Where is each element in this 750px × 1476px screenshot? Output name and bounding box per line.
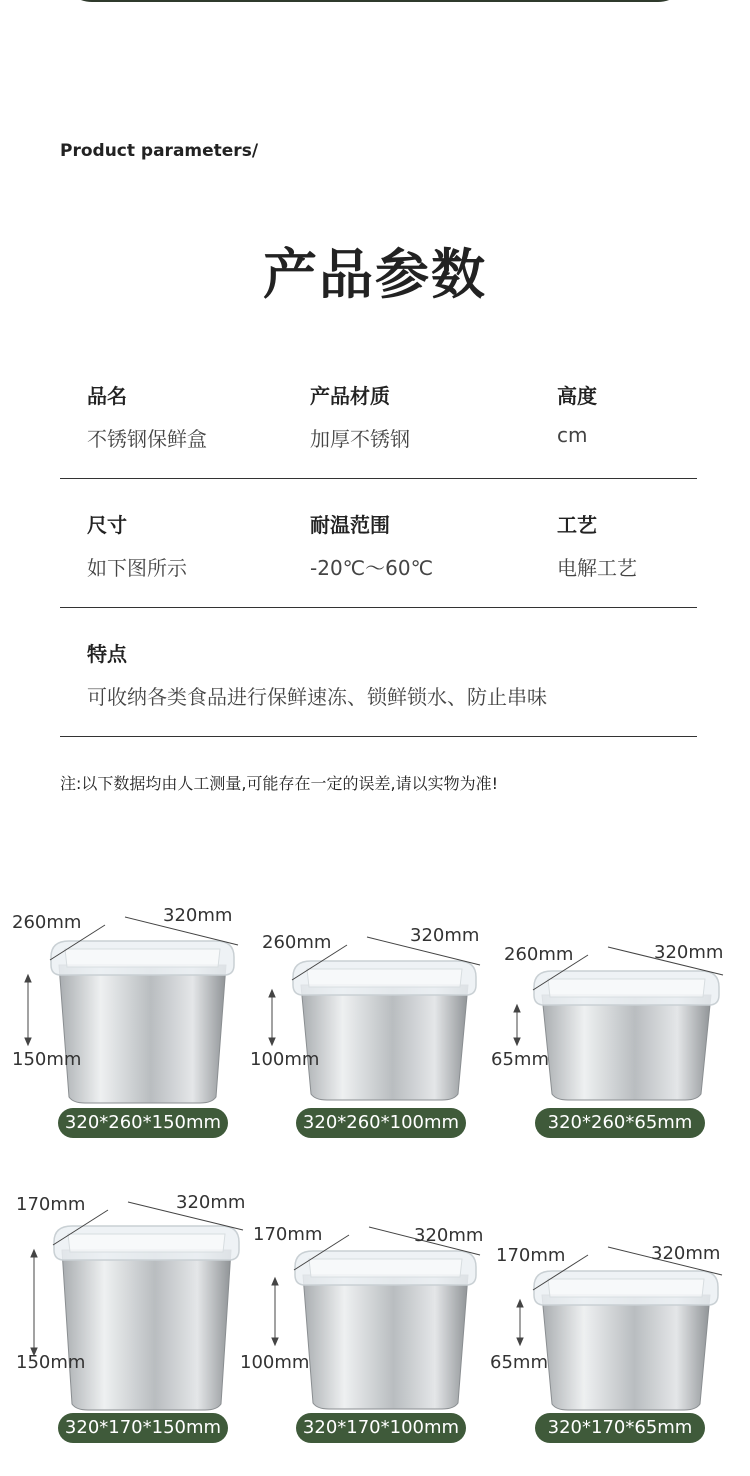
- width-label: 170mm: [253, 1224, 323, 1245]
- page-title: 产品参数: [263, 243, 487, 306]
- size-badge: 320*260*150mm: [58, 1108, 228, 1138]
- height-label: 150mm: [12, 1049, 82, 1070]
- width-label: 260mm: [504, 944, 574, 965]
- height-label: 150mm: [16, 1352, 86, 1373]
- length-label: 320mm: [410, 925, 480, 946]
- section-subtitle: Product parameters/: [60, 141, 259, 161]
- param-size: 尺寸 如下图所示: [87, 513, 187, 580]
- height-label: 65mm: [490, 1352, 548, 1373]
- length-label: 320mm: [651, 1243, 721, 1264]
- measurement-note: 注:以下数据均由人工测量,可能存在一定的误差,请以实物为准!: [60, 774, 498, 793]
- width-label: 260mm: [262, 932, 332, 953]
- size-badge: 320*260*65mm: [535, 1108, 705, 1138]
- size-badge: 320*170*150mm: [58, 1413, 228, 1443]
- height-label: 65mm: [491, 1049, 549, 1070]
- param-temperature: 耐温范围 -20℃～60℃: [310, 513, 434, 580]
- length-label: 320mm: [163, 905, 233, 926]
- param-process: 工艺 电解工艺: [557, 513, 637, 580]
- length-label: 320mm: [414, 1225, 484, 1246]
- param-name: 品名 不锈钢保鲜盒: [87, 384, 207, 451]
- param-material: 产品材质 加厚不锈钢: [310, 384, 410, 451]
- length-label: 320mm: [654, 942, 724, 963]
- width-label: 260mm: [12, 912, 82, 933]
- size-badge: 320*260*100mm: [296, 1108, 466, 1138]
- param-features: 特点 可收纳各类食品进行保鲜速冻、锁鲜锁水、防止串味: [87, 642, 547, 709]
- param-height: 高度 cm: [557, 384, 597, 447]
- width-label: 170mm: [16, 1194, 86, 1215]
- size-badge: 320*170*65mm: [535, 1413, 705, 1443]
- length-label: 320mm: [176, 1192, 246, 1213]
- width-label: 170mm: [496, 1245, 566, 1266]
- size-badge: 320*170*100mm: [296, 1413, 466, 1443]
- height-label: 100mm: [250, 1049, 320, 1070]
- height-label: 100mm: [240, 1352, 310, 1373]
